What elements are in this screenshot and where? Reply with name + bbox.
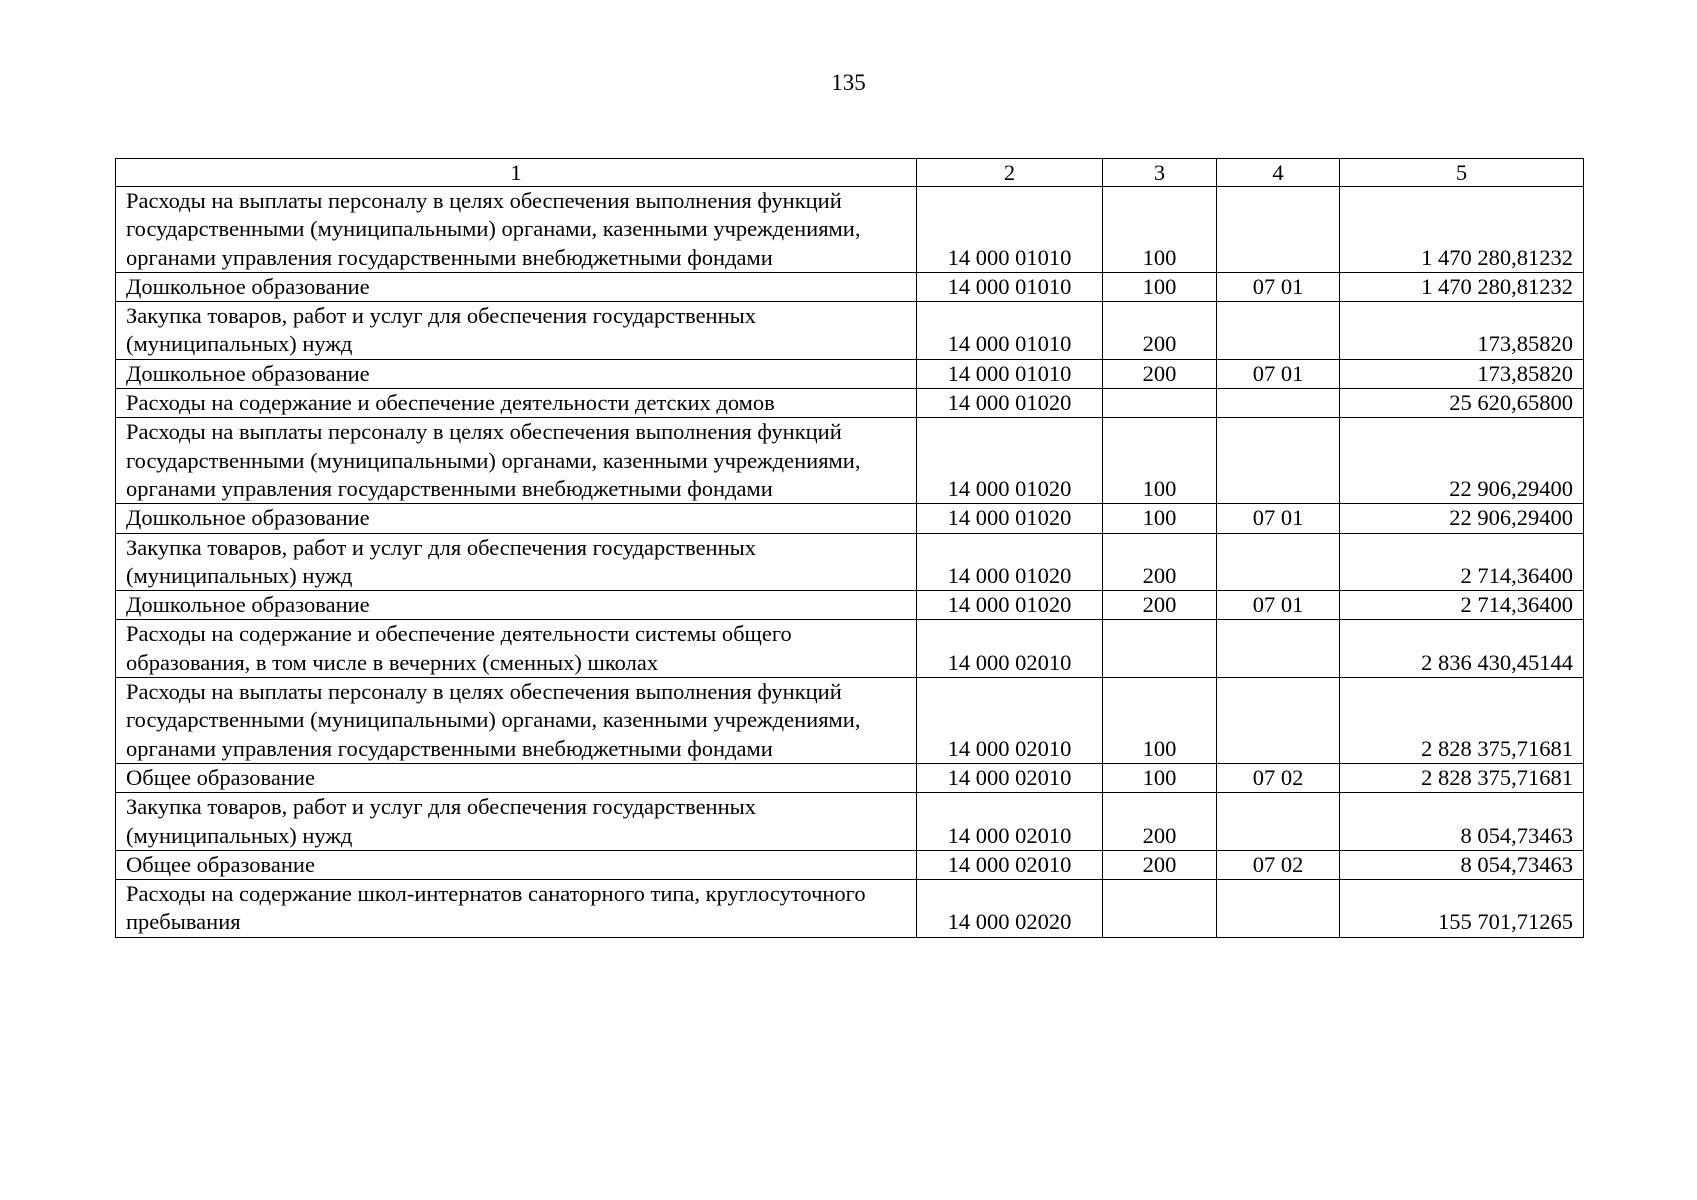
row-code-cell: 14 000 02020 [917,880,1103,938]
row-amount-cell: 2 714,36400 [1340,533,1584,591]
row-expense-type-cell [1103,880,1217,938]
row-section-cell [1217,418,1340,504]
row-expense-type-cell: 200 [1103,302,1217,360]
row-expense-type-cell: 100 [1103,187,1217,273]
row-expense-type-cell: 200 [1103,359,1217,388]
row-code-cell: 14 000 01020 [917,504,1103,533]
header-col-1: 1 [116,159,917,187]
row-name-cell: Расходы на содержание и обеспечение деятельности системы общего образования, в том числе в вечерних (сменных) школах [116,620,917,678]
table-row [116,504,1584,533]
row-section-cell: 07 01 [1217,504,1340,533]
row-code-cell: 14 000 01020 [917,389,1103,418]
row-amount-cell: 2 714,36400 [1340,591,1584,620]
row-section-cell [1217,880,1340,938]
header-col-3: 3 [1103,159,1217,187]
row-name-cell: Дошкольное образование [116,591,917,620]
table-row [116,880,1584,938]
table-row [116,620,1584,678]
table-row [116,418,1584,504]
row-section-cell [1217,389,1340,418]
table-row [116,187,1584,273]
header-col-5: 5 [1340,159,1584,187]
row-expense-type-cell: 200 [1103,591,1217,620]
header-col-4: 4 [1217,159,1340,187]
table-row [116,678,1584,764]
row-amount-cell: 1 470 280,81232 [1340,272,1584,301]
row-expense-type-cell [1103,389,1217,418]
row-amount-cell: 8 054,73463 [1340,850,1584,879]
row-section-cell [1217,302,1340,360]
row-name-cell: Закупка товаров, работ и услуг для обеспечения государственных (муниципальных) нужд [116,533,917,591]
row-name-cell: Закупка товаров, работ и услуг для обеспечения государственных (муниципальных) нужд [116,302,917,360]
table-row [116,763,1584,792]
row-name-cell: Расходы на выплаты персоналу в целях обеспечения выполнения функций государственными (муниципальными) органами, казенными учреждениями, органами управления государственными внебюджетными фондами [116,678,917,764]
row-section-cell [1217,187,1340,273]
row-name-cell: Закупка товаров, работ и услуг для обеспечения государственных (муниципальных) нужд [116,793,917,851]
row-section-cell: 07 01 [1217,359,1340,388]
table-row [116,591,1584,620]
row-expense-type-cell: 200 [1103,793,1217,851]
row-name-cell: Расходы на выплаты персоналу в целях обеспечения выполнения функций государственными (муниципальными) органами, казенными учреждениями, органами управления государственными внебюджетными фондами [116,418,917,504]
row-name-cell: Общее образование [116,763,917,792]
row-expense-type-cell: 200 [1103,850,1217,879]
row-name-cell: Расходы на содержание и обеспечение деятельности детских домов [116,389,917,418]
row-code-cell: 14 000 01010 [917,302,1103,360]
header-col-2: 2 [917,159,1103,187]
row-code-cell: 14 000 01020 [917,533,1103,591]
table-row [116,793,1584,851]
row-code-cell: 14 000 02010 [917,678,1103,764]
row-expense-type-cell: 100 [1103,763,1217,792]
table-row [116,272,1584,301]
row-amount-cell: 2 836 430,45144 [1340,620,1584,678]
row-section-cell [1217,678,1340,764]
row-code-cell: 14 000 01010 [917,187,1103,273]
row-name-cell: Расходы на содержание школ-интернатов санаторного типа, круглосуточного пребывания [116,880,917,938]
row-name-cell: Дошкольное образование [116,504,917,533]
row-name-cell: Общее образование [116,850,917,879]
row-name-cell: Дошкольное образование [116,359,917,388]
row-section-cell [1217,620,1340,678]
table-row [116,850,1584,879]
table-body [116,187,1584,938]
header-row [116,159,1584,187]
row-amount-cell: 8 054,73463 [1340,793,1584,851]
row-code-cell: 14 000 01010 [917,359,1103,388]
row-amount-cell: 22 906,29400 [1340,418,1584,504]
row-code-cell: 14 000 01020 [917,418,1103,504]
row-code-cell: 14 000 02010 [917,793,1103,851]
row-expense-type-cell: 100 [1103,272,1217,301]
table-row [116,389,1584,418]
row-amount-cell: 1 470 280,81232 [1340,187,1584,273]
row-amount-cell: 155 701,71265 [1340,880,1584,938]
row-amount-cell: 22 906,29400 [1340,504,1584,533]
row-code-cell: 14 000 02010 [917,850,1103,879]
row-code-cell: 14 000 02010 [917,620,1103,678]
budget-table [115,158,1584,938]
table-header [116,159,1584,187]
row-expense-type-cell: 200 [1103,533,1217,591]
row-code-cell: 14 000 01010 [917,272,1103,301]
row-section-cell [1217,533,1340,591]
row-code-cell: 14 000 02010 [917,763,1103,792]
row-expense-type-cell: 100 [1103,418,1217,504]
row-section-cell: 07 01 [1217,272,1340,301]
table-row [116,533,1584,591]
row-amount-cell: 25 620,65800 [1340,389,1584,418]
row-section-cell: 07 02 [1217,763,1340,792]
row-name-cell: Расходы на выплаты персоналу в целях обеспечения выполнения функций государственными (муниципальными) органами, казенными учреждениями, органами управления государственными внебюджетными фондами [116,187,917,273]
table-row [116,359,1584,388]
row-expense-type-cell: 100 [1103,504,1217,533]
row-code-cell: 14 000 01020 [917,591,1103,620]
row-section-cell [1217,793,1340,851]
page-number: 135 [831,70,866,95]
row-amount-cell: 173,85820 [1340,302,1584,360]
row-name-cell: Дошкольное образование [116,272,917,301]
row-expense-type-cell [1103,620,1217,678]
row-section-cell: 07 02 [1217,850,1340,879]
row-section-cell: 07 01 [1217,591,1340,620]
row-amount-cell: 2 828 375,71681 [1340,678,1584,764]
row-amount-cell: 173,85820 [1340,359,1584,388]
row-expense-type-cell: 100 [1103,678,1217,764]
table-row [116,302,1584,360]
row-amount-cell: 2 828 375,71681 [1340,763,1584,792]
